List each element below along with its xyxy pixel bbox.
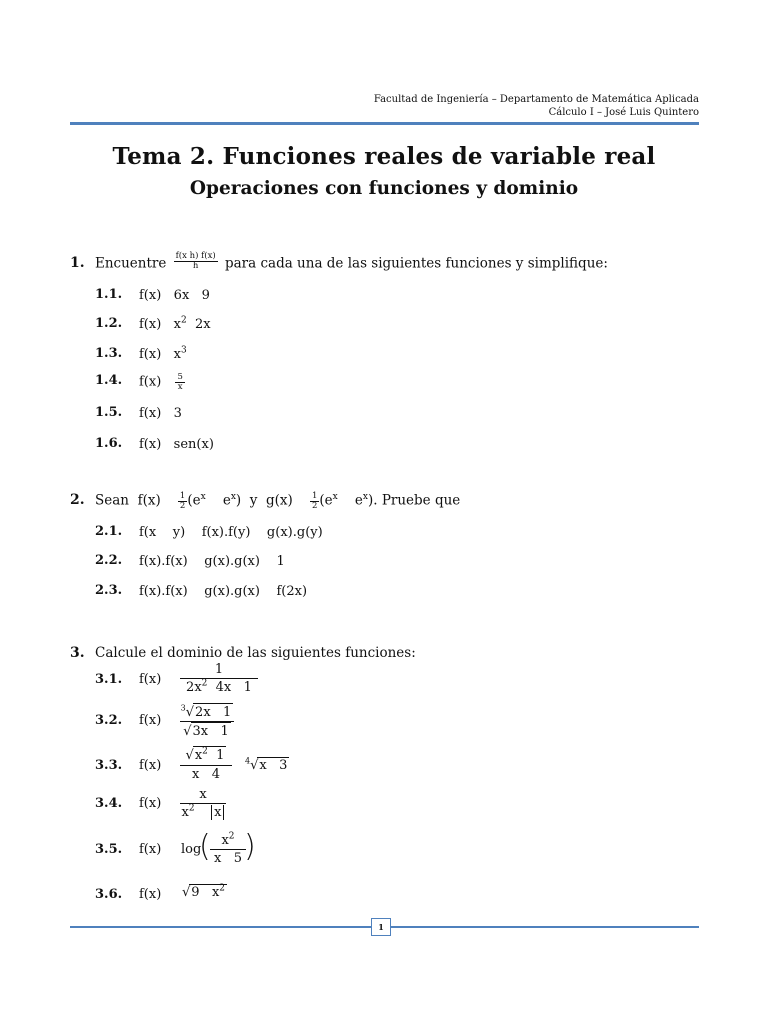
page-number: 1 — [371, 918, 391, 936]
item-3-2-denominator — [180, 721, 234, 740]
item-3-1-number: 3.1. — [95, 672, 123, 687]
item-3-2-number: 3.2. — [95, 713, 123, 728]
problem-2-number: 2. — [70, 492, 85, 508]
item-3-3-fraction — [180, 746, 232, 783]
item-3-3-num-base: x — [194, 748, 203, 763]
problem-3-number: 3. — [70, 645, 85, 661]
item-3-1-den-rest: 4x 1 — [207, 680, 252, 695]
item-3-3-num-exponent: 2 — [202, 746, 208, 757]
difference-quotient-numerator: f(x h) f(x) — [175, 251, 216, 261]
item-2-2-expression: f(x).f(x) g(x).g(x) 1 — [139, 554, 285, 569]
item-1-2-expression — [139, 317, 211, 332]
item-3-4-denominator — [180, 803, 226, 822]
exp-open-g: (e — [319, 492, 333, 509]
item-1-4-numerator: 5 — [177, 372, 183, 382]
item-1-5-expression: f(x) 3 — [139, 406, 182, 421]
item-1-2-number: 1.2. — [95, 316, 123, 331]
root-4-icon: √ — [250, 758, 259, 773]
item-1-3-expression — [139, 347, 187, 362]
page-subtitle: Operaciones con funciones y dominio — [189, 178, 579, 199]
problem-2-sean: Sean — [95, 492, 129, 509]
item-1-4-number: 1.4. — [95, 373, 123, 388]
item-2-2-number: 2.2. — [95, 553, 123, 568]
exp-e-g: e — [354, 492, 363, 509]
item-1-4-fraction — [175, 373, 184, 391]
item-3-4-fx: f(x) — [139, 796, 162, 811]
item-3-5-number: 3.5. — [95, 842, 123, 857]
right-paren-icon: ) — [244, 829, 256, 864]
problem-3-statement: Calcule el dominio de las siguientes funciones: — [95, 645, 416, 661]
problem-1-text-after: para cada una de las siguientes funciones y simplifique: — [224, 255, 608, 272]
header-faculty: Facultad de Ingeniería – Departamento de Matemática Aplicada — [373, 94, 699, 105]
exp-x-f: x — [200, 492, 206, 502]
half-f-denominator: 2 — [179, 500, 186, 511]
header-divider — [70, 122, 699, 125]
item-1-2-base: f(x) x — [139, 317, 182, 332]
item-3-2-den-radicand: 3x 1 — [192, 724, 229, 739]
sqrt-icon: √ — [185, 748, 194, 763]
item-3-5-denominator: x 5 — [210, 849, 246, 867]
problem-2-fx: f(x) — [137, 492, 161, 509]
problem-1-text-before: Encuentre — [95, 255, 167, 272]
item-3-4-den-base: x — [181, 805, 189, 820]
item-3-5-numerator — [210, 832, 246, 849]
item-3-2-root-index: 3 — [180, 703, 186, 713]
item-1-6-number: 1.6. — [95, 436, 123, 451]
item-3-4-fraction — [180, 787, 226, 822]
item-3-4-den-exponent: 2 — [188, 803, 195, 814]
item-1-3-number: 1.3. — [95, 346, 123, 361]
item-2-3-expression: f(x).f(x) g(x).g(x) f(2x) — [139, 584, 308, 599]
item-3-4-number: 3.4. — [95, 796, 123, 811]
item-3-3-extra-radicand: x 3 — [259, 758, 288, 773]
item-3-1-den-base: 2x — [186, 680, 202, 695]
item-1-4-denominator: x — [175, 382, 184, 392]
item-3-3-num-radicand — [193, 746, 227, 765]
problem-2-and-g: ) y g(x) — [235, 492, 293, 509]
exp-x-g: x — [332, 492, 338, 502]
item-3-3-fourth-root — [245, 757, 289, 773]
item-2-1-number: 2.1. — [95, 524, 123, 539]
item-3-1-den-exponent: 2 — [201, 678, 208, 689]
item-1-5-number: 1.5. — [95, 405, 123, 420]
item-3-6-number: 3.6. — [95, 887, 123, 902]
item-3-3-num-rest: 1 — [207, 748, 225, 763]
exp-negx-g: x — [362, 492, 368, 502]
half-fraction-f — [178, 492, 187, 510]
half-g-numerator: 1 — [311, 491, 318, 501]
item-1-1-number: 1.1. — [95, 287, 123, 302]
sqrt-icon: √ — [183, 724, 192, 739]
sqrt-icon: √ — [182, 885, 191, 900]
item-3-2-numerator — [180, 703, 234, 721]
item-3-2-fraction — [180, 703, 234, 740]
item-1-4-expression — [139, 373, 185, 391]
item-3-1-fx: f(x) — [139, 672, 162, 687]
item-3-6-sqrt — [182, 884, 227, 900]
item-2-1-expression: f(x y) f(x).f(y) g(x).g(y) — [139, 525, 323, 540]
item-3-3-numerator — [180, 746, 232, 765]
item-3-3-denominator: x 4 — [180, 765, 232, 783]
half-fraction-g — [310, 492, 319, 510]
item-1-3-exponent: 3 — [181, 345, 187, 356]
exp-e-f: e — [222, 492, 231, 509]
item-3-3-root-index: 4 — [245, 756, 251, 766]
problem-2-statement — [95, 492, 460, 510]
item-3-6-rad-exponent: 2 — [219, 883, 226, 894]
item-3-1-numerator: 1 — [214, 662, 224, 677]
item-3-2-num-radicand: 2x 1 — [195, 705, 232, 720]
item-3-4-numerator: x — [199, 787, 207, 802]
exp-negx-f: x — [230, 492, 236, 502]
item-3-6-rad-base: 9 x — [191, 885, 220, 900]
half-f-numerator: 1 — [179, 491, 186, 501]
item-1-6-expression: f(x) sen(x) — [139, 437, 214, 452]
item-3-6-fx: f(x) — [139, 887, 162, 902]
item-1-2-rest: 2x — [186, 317, 211, 332]
item-3-5-num-exponent: 2 — [228, 831, 235, 842]
item-3-4-abs: x — [211, 805, 224, 820]
left-paren-icon: ( — [199, 829, 211, 864]
difference-quotient-denominator: h — [174, 261, 218, 271]
item-3-3-fx: f(x) — [139, 758, 162, 773]
item-1-3-base: f(x) x — [139, 347, 182, 362]
item-1-1-expression: f(x) 6x 9 — [139, 288, 210, 303]
item-3-2-fx: f(x) — [139, 713, 162, 728]
item-1-2-exponent: 2 — [181, 315, 187, 326]
header-course: Cálculo I – José Luis Quintero — [548, 107, 699, 118]
item-3-5-log: log — [181, 842, 202, 857]
item-1-4-fx: f(x) — [139, 374, 162, 390]
problem-1-number: 1. — [70, 255, 85, 271]
half-g-denominator: 2 — [311, 500, 318, 511]
item-3-5-fx: f(x) — [139, 842, 162, 857]
item-3-1-fraction — [180, 662, 258, 696]
problem-1-statement — [95, 251, 608, 273]
item-3-5-fraction — [210, 832, 246, 867]
item-3-1-denominator — [180, 678, 258, 696]
difference-quotient — [174, 252, 218, 270]
item-3-3-number: 3.3. — [95, 758, 123, 773]
item-3-5-num-base: x — [221, 833, 229, 848]
item-3-6-radicand — [189, 884, 227, 900]
root-3-icon: √ — [185, 705, 195, 720]
problem-2-pruebe: ). Pruebe que — [367, 492, 461, 509]
exp-open-f: (e — [187, 492, 201, 509]
item-2-3-number: 2.3. — [95, 583, 123, 598]
page-title: Tema 2. Funciones reales de variable real — [112, 143, 656, 170]
